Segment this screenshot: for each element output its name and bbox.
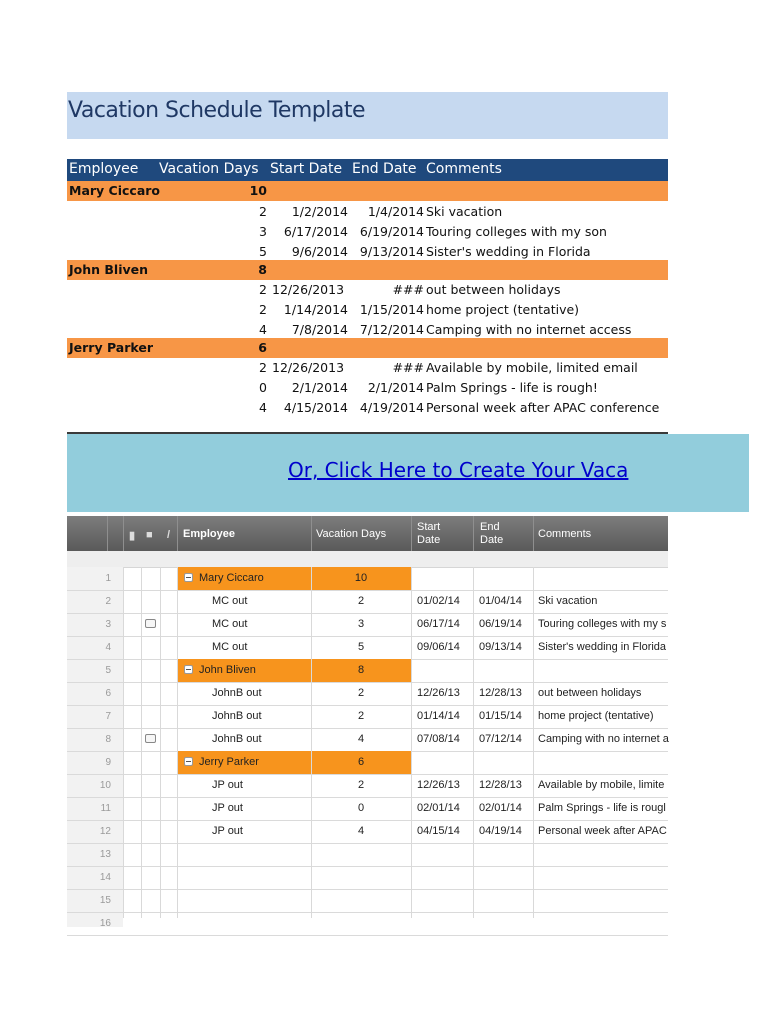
cell-days: 4 xyxy=(259,322,267,337)
cell-vacation-days[interactable]: 2 xyxy=(357,595,365,607)
cell-end: 6/19/2014 xyxy=(359,224,424,239)
cell-end-date[interactable]: 02/01/14 xyxy=(479,802,522,814)
cell-start: 12/26/2013 xyxy=(272,360,345,375)
cell-start: 1/14/2014 xyxy=(283,302,348,317)
cell-vacation-days[interactable]: 10 xyxy=(354,572,368,584)
cell-end: 4/19/2014 xyxy=(359,400,424,415)
cell-comment[interactable]: Camping with no internet a xyxy=(538,733,669,745)
cell-comment[interactable]: Personal week after APAC xyxy=(538,825,667,837)
grid-row[interactable] xyxy=(67,774,668,798)
column-line xyxy=(411,567,412,918)
cell-start: 2/1/2014 xyxy=(291,380,348,395)
grid-row[interactable] xyxy=(67,843,668,867)
cell-end-date[interactable]: 01/04/14 xyxy=(479,595,522,607)
header-separator xyxy=(177,516,178,551)
cell-employee[interactable]: JP out xyxy=(212,825,243,837)
row-number: 5 xyxy=(105,665,111,676)
collapse-icon[interactable] xyxy=(184,757,193,766)
vacation-total: 6 xyxy=(258,340,267,355)
grid-header-comments[interactable]: Comments xyxy=(538,528,592,540)
cell-start: 4/15/2014 xyxy=(283,400,348,415)
row-number: 12 xyxy=(99,826,111,837)
cell-vacation-days[interactable]: 0 xyxy=(357,802,365,814)
column-line xyxy=(473,567,474,918)
table-row xyxy=(67,357,668,377)
cell-employee[interactable]: MC out xyxy=(212,618,248,630)
header-separator xyxy=(123,516,124,551)
cell-start-date[interactable]: 01/14/14 xyxy=(417,710,460,722)
cell-end: 9/13/2014 xyxy=(359,244,424,259)
cell-employee[interactable]: Mary Ciccaro xyxy=(199,572,264,584)
grid-subheader xyxy=(67,551,668,568)
table-row xyxy=(67,221,668,241)
cell-comment: Camping with no internet access xyxy=(426,322,632,337)
cell-comment: Available by mobile, limited email xyxy=(426,360,638,375)
row-number: 13 xyxy=(99,849,111,860)
table-row xyxy=(67,299,668,319)
header-start-date: Start Date xyxy=(270,161,343,177)
cell-days: 2 xyxy=(259,204,267,219)
sheet-header-row xyxy=(67,159,668,181)
cell-start: 7/8/2014 xyxy=(291,322,348,337)
cell-days: 4 xyxy=(259,400,267,415)
comment-icon[interactable] xyxy=(145,734,156,743)
cell-end-date[interactable]: 12/28/13 xyxy=(479,779,522,791)
cell-start-date[interactable]: 04/15/14 xyxy=(417,825,460,837)
cell-start-date[interactable]: 06/17/14 xyxy=(417,618,460,630)
grid-row[interactable] xyxy=(67,797,668,821)
column-line xyxy=(177,567,178,918)
cell-employee[interactable]: John Bliven xyxy=(199,664,256,676)
cell-days: 0 xyxy=(259,380,267,395)
grid-header-vacation-days[interactable]: Vacation Days xyxy=(316,528,387,540)
grid-header-employee[interactable]: Employee xyxy=(183,528,235,540)
cell-vacation-days[interactable]: 4 xyxy=(357,825,365,837)
cell-start: 12/26/2013 xyxy=(272,282,345,297)
collapse-icon[interactable] xyxy=(184,573,193,582)
grid-row[interactable] xyxy=(67,728,668,752)
column-line xyxy=(311,567,312,918)
column-line xyxy=(160,567,161,918)
cell-vacation-days[interactable]: 6 xyxy=(357,756,365,768)
table-row xyxy=(67,279,668,299)
table-row xyxy=(67,319,668,339)
cell-comment: Palm Springs - life is rough! xyxy=(426,380,598,395)
cell-employee[interactable]: JohnB out xyxy=(212,710,262,722)
cell-start-date[interactable]: 02/01/14 xyxy=(417,802,460,814)
page-title: Vacation Schedule Template xyxy=(68,98,366,123)
header-separator xyxy=(411,516,412,551)
cell-days: 2 xyxy=(259,360,267,375)
row-number: 10 xyxy=(99,780,111,791)
cell-comment: out between holidays xyxy=(426,282,561,297)
cell-comment: Touring colleges with my son xyxy=(426,224,607,239)
cell-start-date[interactable]: 09/06/14 xyxy=(417,641,460,653)
cell-end-date[interactable]: 06/19/14 xyxy=(479,618,522,630)
header-separator xyxy=(533,516,534,551)
collapse-icon[interactable] xyxy=(184,665,193,674)
cell-employee[interactable]: JP out xyxy=(212,779,243,791)
employee-name: John Bliven xyxy=(69,262,149,277)
cell-comment: Personal week after APAC conference xyxy=(426,400,660,415)
grid-group-row[interactable] xyxy=(67,751,668,775)
cell-start-date[interactable]: 07/08/14 xyxy=(417,733,460,745)
cell-days: 5 xyxy=(259,244,267,259)
cell-end: 1/15/2014 xyxy=(359,302,424,317)
cell-vacation-days[interactable]: 2 xyxy=(357,779,365,791)
cell-comment[interactable]: out between holidays xyxy=(538,687,642,699)
cell-employee[interactable]: MC out xyxy=(212,641,248,653)
grid-row[interactable] xyxy=(67,912,668,936)
cell-vacation-days[interactable]: 4 xyxy=(357,733,365,745)
cell-end: 1/4/2014 xyxy=(367,204,424,219)
cell-employee[interactable]: JohnB out xyxy=(212,687,262,699)
row-number: 16 xyxy=(99,918,111,929)
vacation-total: 10 xyxy=(249,183,267,198)
cell-end-date[interactable]: 07/12/14 xyxy=(479,733,522,745)
header-comments: Comments xyxy=(426,161,502,177)
header-separator xyxy=(311,516,312,551)
cell-start-date[interactable]: 12/26/13 xyxy=(417,687,460,699)
header-vacation-days: Vacation Days xyxy=(159,161,259,177)
cell-days: 3 xyxy=(259,224,267,239)
attachment-icon: ▮ xyxy=(129,530,136,542)
header-end-date: End Date xyxy=(352,161,417,177)
cell-comment: home project (tentative) xyxy=(426,302,580,317)
grid-row[interactable] xyxy=(67,866,668,890)
cell-comment[interactable]: home project (tentative) xyxy=(538,710,654,722)
cell-comment[interactable]: Ski vacation xyxy=(538,595,598,607)
grid-header-end-date[interactable]: End Date xyxy=(480,521,504,546)
header-employee: Employee xyxy=(69,161,139,177)
cell-comment[interactable]: Touring colleges with my s xyxy=(538,618,667,630)
employee-name: Jerry Parker xyxy=(69,340,154,355)
grid-header-start-date[interactable]: Start Date xyxy=(417,521,441,546)
header-separator xyxy=(107,516,108,551)
cell-comment[interactable]: Sister's wedding in Florida xyxy=(538,641,667,653)
employee-name: Mary Ciccaro xyxy=(69,183,161,198)
table-row xyxy=(67,397,668,417)
cell-end-date[interactable]: 04/19/14 xyxy=(479,825,522,837)
row-number: 1 xyxy=(105,573,111,584)
cell-employee[interactable]: Jerry Parker xyxy=(199,756,259,768)
cell-end-date[interactable]: 12/28/13 xyxy=(479,687,522,699)
cell-employee[interactable]: MC out xyxy=(212,595,248,607)
cell-start: 1/2/2014 xyxy=(291,204,348,219)
cell-days: 2 xyxy=(259,302,267,317)
app-grid xyxy=(67,516,669,929)
row-number: 3 xyxy=(105,619,111,630)
row-number: 4 xyxy=(105,642,111,653)
column-line xyxy=(533,567,534,918)
cell-comment[interactable]: Palm Springs - life is rougl xyxy=(538,802,666,814)
cell-vacation-days[interactable]: 3 xyxy=(357,618,365,630)
cell-employee[interactable]: JP out xyxy=(212,802,243,814)
cell-start-date[interactable]: 01/02/14 xyxy=(417,595,460,607)
row-number: 2 xyxy=(105,596,111,607)
comment-icon: ■ xyxy=(146,529,153,541)
row-number: 6 xyxy=(105,688,111,699)
grid-row[interactable] xyxy=(67,705,668,729)
row-number: 15 xyxy=(99,895,111,906)
cell-end: 7/12/2014 xyxy=(359,322,424,337)
cell-end: ### xyxy=(392,360,424,375)
comment-icon[interactable] xyxy=(145,619,156,628)
cell-comment: Sister's wedding in Florida xyxy=(426,244,591,259)
row-number: 9 xyxy=(105,757,111,768)
cell-employee[interactable]: JohnB out xyxy=(212,733,262,745)
row-number: 7 xyxy=(105,711,111,722)
grid-row[interactable] xyxy=(67,636,668,660)
grid-row[interactable] xyxy=(67,613,668,637)
cell-end-date[interactable]: 09/13/14 xyxy=(479,641,522,653)
edit-icon: / xyxy=(167,529,171,541)
grid-row[interactable] xyxy=(67,590,668,614)
table-row xyxy=(67,201,668,221)
header-separator xyxy=(473,516,474,551)
cell-end-date[interactable]: 01/15/14 xyxy=(479,710,522,722)
table-row xyxy=(67,377,668,397)
row-number: 14 xyxy=(99,872,111,883)
create-schedule-link[interactable]: Or, Click Here to Create Your Vaca xyxy=(288,458,629,482)
vacation-total: 8 xyxy=(258,262,267,277)
cell-comment[interactable]: Available by mobile, limite xyxy=(538,779,665,791)
group-row xyxy=(67,260,668,280)
cell-vacation-days[interactable]: 5 xyxy=(357,641,365,653)
cell-vacation-days[interactable]: 2 xyxy=(357,687,365,699)
cell-days: 2 xyxy=(259,282,267,297)
table-row xyxy=(67,241,668,261)
group-row xyxy=(67,181,668,201)
cell-vacation-days[interactable]: 2 xyxy=(357,710,365,722)
grid-row[interactable] xyxy=(67,820,668,844)
group-row xyxy=(67,338,668,358)
row-number: 8 xyxy=(105,734,111,745)
column-line xyxy=(141,567,142,918)
cell-start: 6/17/2014 xyxy=(283,224,348,239)
column-line xyxy=(123,567,124,918)
cell-vacation-days[interactable]: 8 xyxy=(357,664,365,676)
grid-group-row[interactable] xyxy=(67,567,668,591)
row-number: 11 xyxy=(100,803,111,814)
cell-end: ### xyxy=(392,282,424,297)
cell-start-date[interactable]: 12/26/13 xyxy=(417,779,460,791)
grid-header xyxy=(67,516,668,551)
cell-comment: Ski vacation xyxy=(426,204,503,219)
grid-row[interactable] xyxy=(67,889,668,913)
grid-row[interactable] xyxy=(67,682,668,706)
cell-end: 2/1/2014 xyxy=(367,380,424,395)
grid-group-row[interactable] xyxy=(67,659,668,683)
cell-start: 9/6/2014 xyxy=(291,244,348,259)
